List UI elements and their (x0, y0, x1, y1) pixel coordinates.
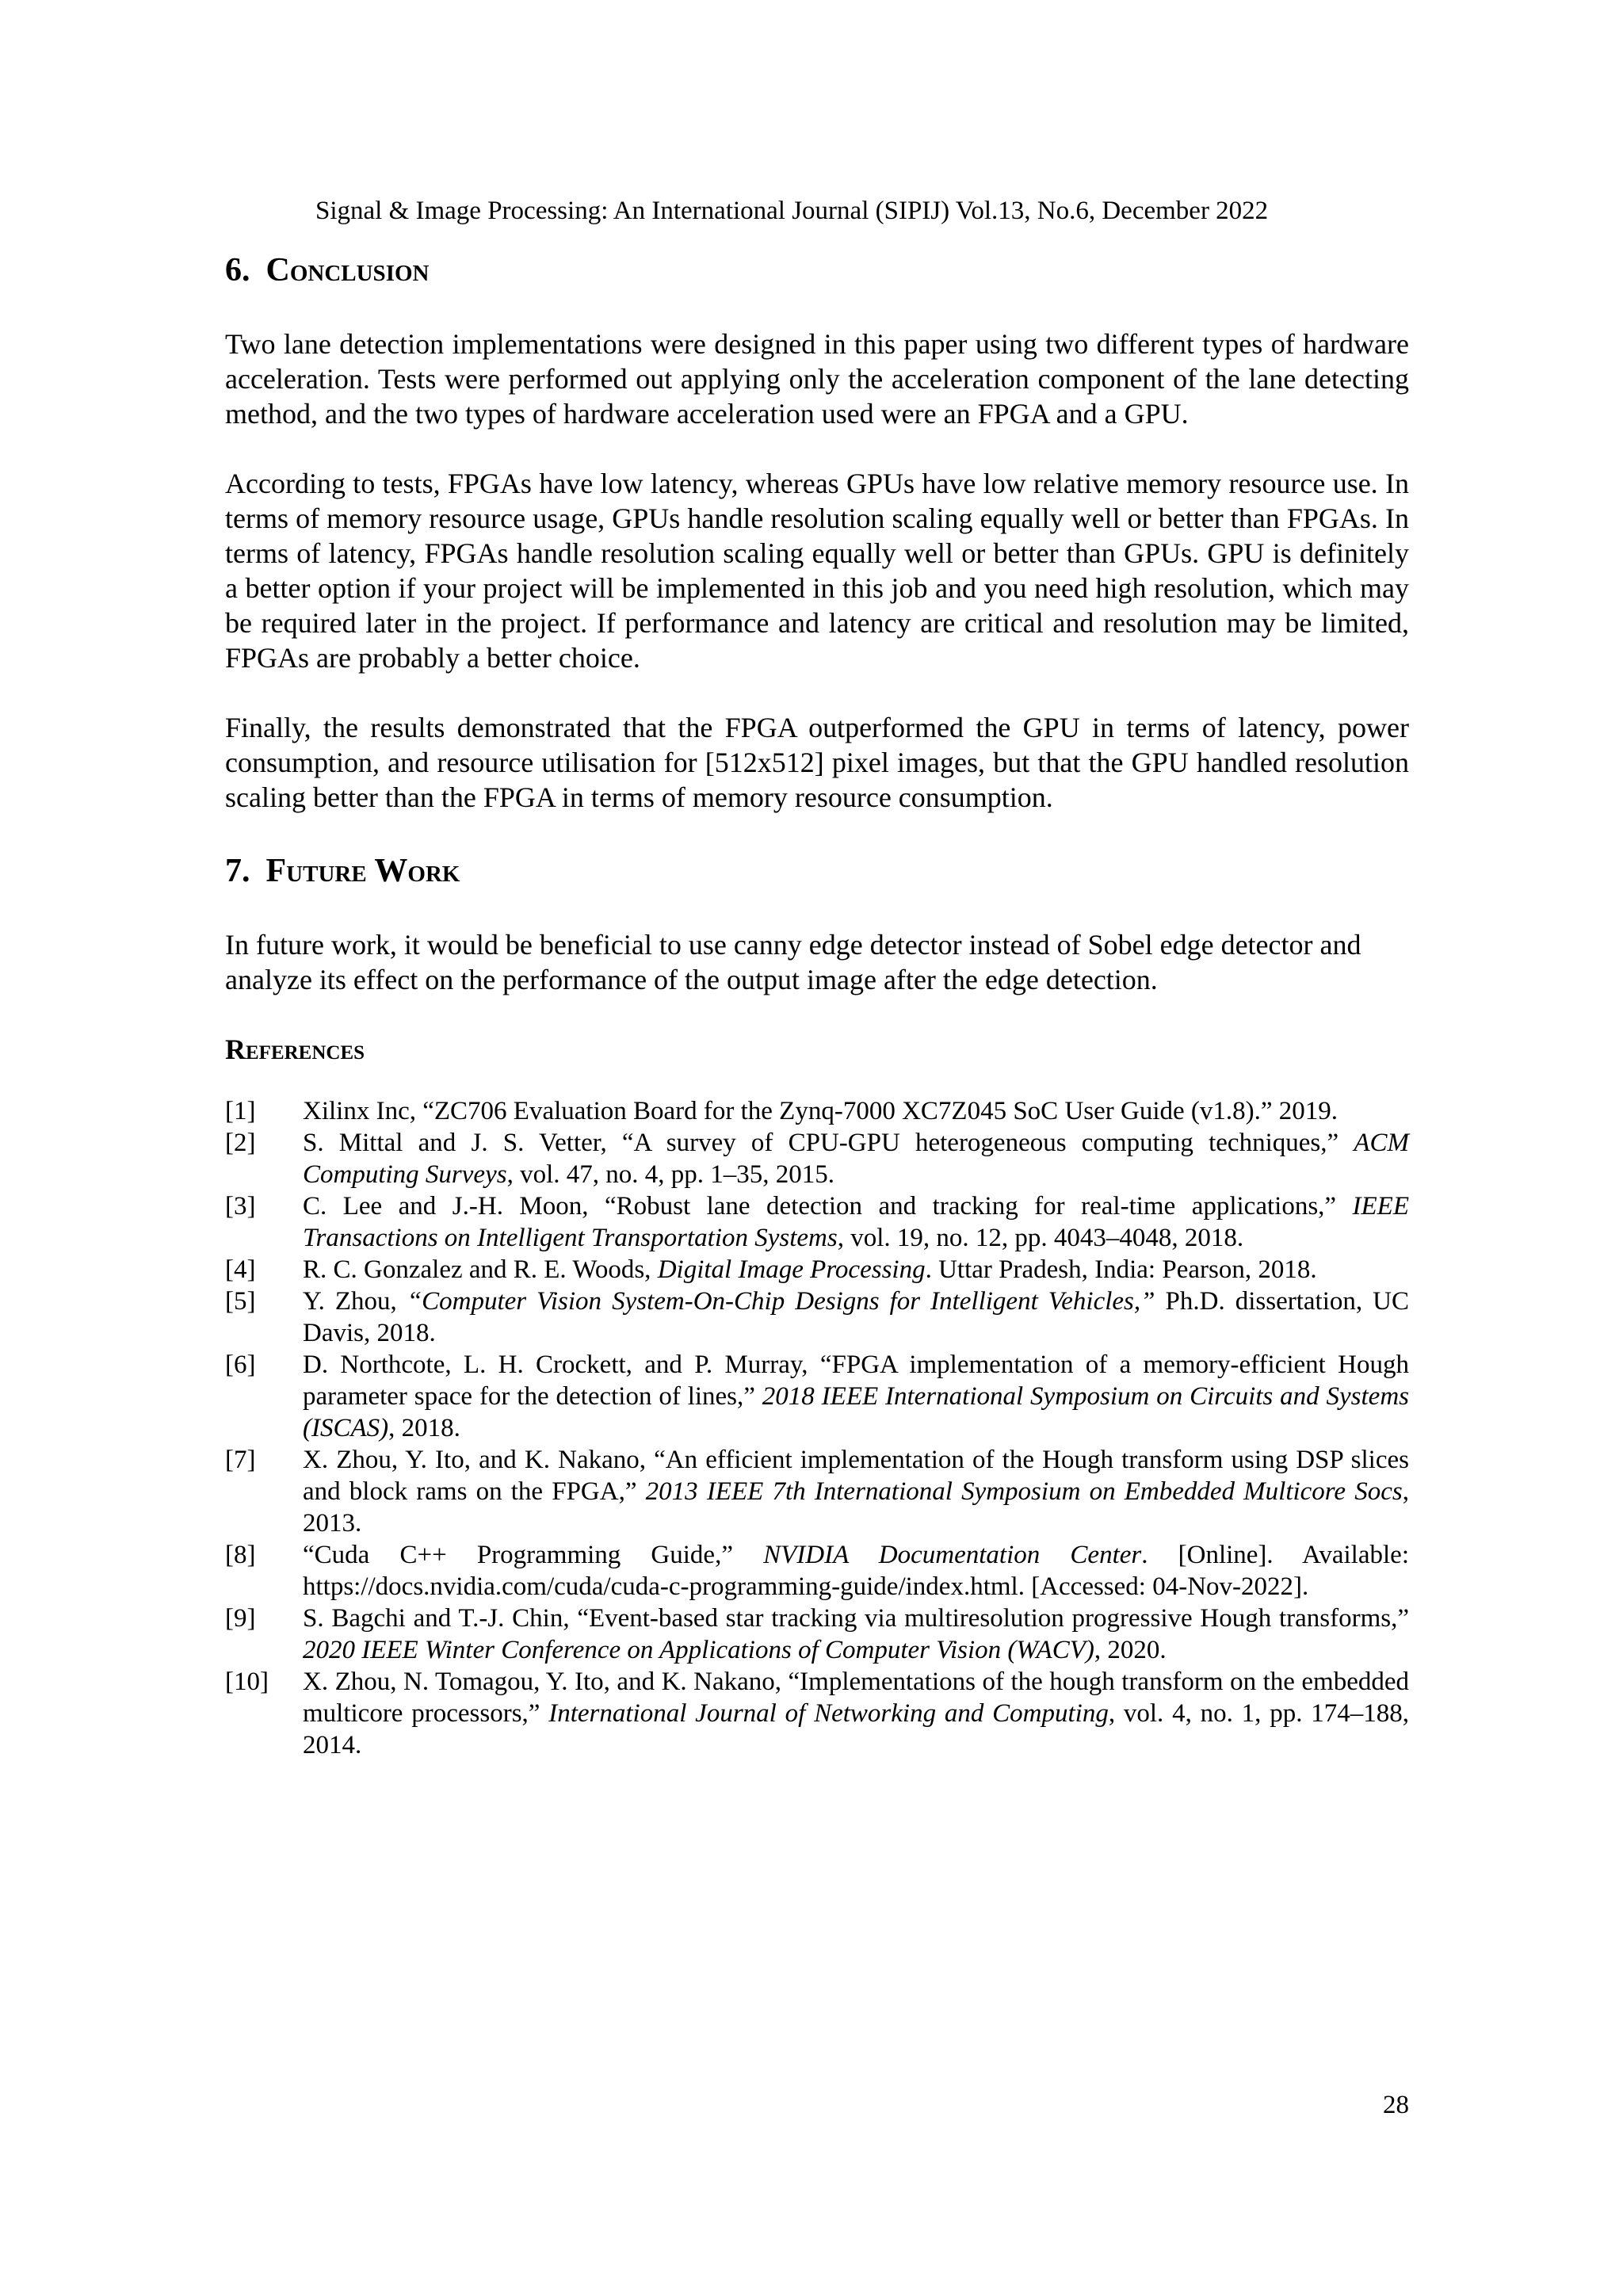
conclusion-paragraph-2: According to tests, FPGAs have low latency, whereas GPUs have low relative memory resource use. In terms of memory resource usage, GPUs handle resolution scaling equally well or better than FPGAs. In terms of latency, FPGAs handle resolution scaling equally well or better than GPUs. GPU is definitely a better option if your project will be implemented in this job and you need high resolution, which may be required later in the project. If performance and latency are critical and resolution may be limited, FPGAs are probably a better choice. (225, 468, 1409, 674)
reference-text-italic: International Journal of Networking and Computing (548, 1699, 1109, 1728)
reference-number: [3] (225, 1192, 256, 1221)
reference-text-plain: , 2013. (303, 1477, 1409, 1538)
reference-text-italic: ACM Computing Surveys (303, 1129, 1409, 1189)
reference-item (225, 1539, 1409, 1603)
reference-item (225, 1444, 1409, 1539)
reference-text (303, 1095, 1409, 1127)
reference-item (225, 1349, 1409, 1444)
reference-number: [6] (225, 1350, 256, 1379)
reference-text (303, 1349, 1409, 1444)
reference-text-plain: X. Zhou, Y. Ito, and K. Nakano, “An efficient implementation of the Hough transform using DSP slices and block rams on the FPGA,” (303, 1446, 1409, 1506)
conclusion-paragraph-1: Two lane detection implementations were designed in this paper using two different types of hardware acceleration. Tests were performed out applying only the acceleration component of the lane detecting method, and the two types of hardware acceleration used were an FPGA and a GPU. (225, 328, 1409, 430)
reference-text-plain: , 2018. (388, 1414, 460, 1442)
reference-text-italic: 2018 IEEE International Symposium on Circuits and Systems (ISCAS) (303, 1382, 1409, 1442)
reference-text-italic: 2013 IEEE 7th International Symposium on Embedded Multicore Socs (645, 1477, 1403, 1506)
reference-text-plain: S. Bagchi and T.-J. Chin, “Event-based star tracking via multiresolution progressive Hough transforms,” (303, 1604, 1409, 1633)
references-list (225, 1095, 1409, 1761)
reference-text-plain: , vol. 47, no. 4, pp. 1–35, 2015. (506, 1160, 834, 1189)
reference-number: [8] (225, 1541, 256, 1569)
section-number: 6. (225, 252, 250, 288)
reference-text-plain: C. Lee and J.-H. Moon, “Robust lane detection and tracking for real-time applications,” (303, 1192, 1353, 1221)
reference-text (303, 1127, 1409, 1190)
reference-text-italic: IEEE Transactions on Intelligent Transportation Systems (303, 1192, 1409, 1252)
reference-number: [4] (225, 1255, 256, 1284)
section-number: 7. (225, 853, 250, 889)
page-number: 28 (1383, 2091, 1409, 2119)
reference-text-plain: . Uttar Pradesh, India: Pearson, 2018. (925, 1255, 1317, 1284)
reference-number: [2] (225, 1129, 256, 1157)
reference-item (225, 1254, 1409, 1286)
reference-item (225, 1286, 1409, 1349)
reference-text-plain: S. Mittal and J. S. Vetter, “A survey of CPU-GPU heterogeneous computing techniques,” (303, 1129, 1354, 1157)
reference-text-italic: NVIDIA Documentation Center (763, 1541, 1142, 1569)
reference-item (225, 1666, 1409, 1761)
reference-text-plain: X. Zhou, N. Tomagou, Y. Ito, and K. Nakano, “Implementations of the hough transform on the embedded multicore processors,” (303, 1668, 1409, 1728)
reference-text-plain: , 2020. (1094, 1636, 1167, 1664)
reference-text-italic: Digital Image Processing (657, 1255, 926, 1284)
page-content (225, 250, 1409, 1761)
reference-text-plain: Ph.D. dissertation, UC Davis, 2018. (303, 1287, 1409, 1347)
reference-text (303, 1666, 1409, 1761)
reference-number: [1] (225, 1097, 256, 1125)
references-heading: References (225, 1033, 365, 1065)
reference-item (225, 1190, 1409, 1254)
reference-text-plain: Y. Zhou, (303, 1287, 407, 1316)
section-heading-conclusion (225, 250, 1409, 290)
reference-text (303, 1254, 1409, 1286)
reference-text-plain: “Cuda C++ Programming Guide,” (303, 1541, 764, 1569)
reference-number: [7] (225, 1446, 256, 1474)
reference-text (303, 1603, 1409, 1666)
reference-text (303, 1539, 1409, 1603)
reference-text-italic: “Computer Vision System-On-Chip Designs for Intelligent Vehicles,” (407, 1287, 1155, 1316)
reference-number: [5] (225, 1287, 256, 1316)
reference-number: [10] (225, 1668, 269, 1696)
future-work-paragraph: In future work, it would be beneficial to use canny edge detector instead of Sobel edge detector and analyze its effect on the performance of the output image after the edge detection. (225, 929, 1361, 995)
reference-text-plain: D. Northcote, L. H. Crockett, and P. Murray, “FPGA implementation of a memory-efficient Hough parameter space for the detection of lines,” (303, 1350, 1409, 1411)
reference-text-plain: R. C. Gonzalez and R. E. Woods, (303, 1255, 658, 1284)
reference-text (303, 1444, 1409, 1539)
reference-text-italic: 2020 IEEE Winter Conference on Applications of Computer Vision (WACV) (303, 1636, 1094, 1664)
reference-text (303, 1286, 1409, 1349)
running-header: Signal & Image Processing: An International Journal (SIPIJ) Vol.13, No.6, December 2022 (315, 197, 1269, 225)
reference-item (225, 1127, 1409, 1190)
reference-text-plain: . [Online]. Available: https://docs.nvidia.com/cuda/cuda-c-programming-guide/index.html. [Accessed: 04-Nov-2022]. (303, 1541, 1409, 1601)
reference-text (303, 1190, 1409, 1254)
section-title: Conclusion (265, 252, 430, 288)
reference-number: [9] (225, 1604, 256, 1633)
reference-text-plain: , vol. 4, no. 1, pp. 174–188, 2014. (303, 1699, 1410, 1759)
reference-item (225, 1095, 1409, 1127)
reference-text-plain: Xilinx Inc, “ZC706 Evaluation Board for the Zynq-7000 XC7Z045 SoC User Guide (v1.8).” 2019. (303, 1097, 1338, 1125)
reference-text-plain: , vol. 19, no. 12, pp. 4043–4048, 2018. (837, 1224, 1244, 1252)
section-title: Future Work (265, 853, 460, 889)
reference-item (225, 1603, 1409, 1666)
conclusion-paragraph-3: Finally, the results demonstrated that the FPGA outperformed the GPU in terms of latency, power consumption, and resource utilisation for [512x512] pixel images, but that the GPU handled resolution scaling better than the FPGA in terms of memory resource consumption. (225, 712, 1409, 813)
section-heading-future-work (225, 851, 1409, 891)
